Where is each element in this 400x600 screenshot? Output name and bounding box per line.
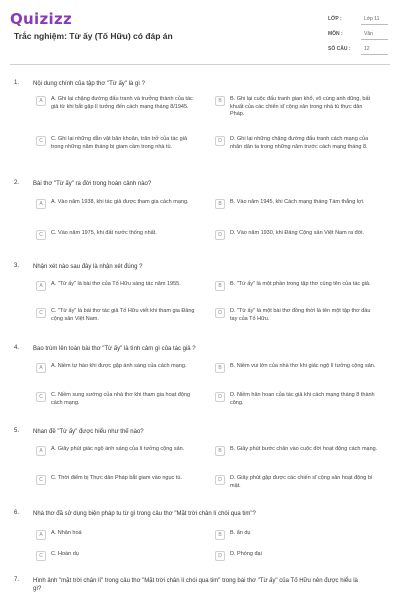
option-letter-box[interactable]: B [215, 530, 225, 540]
option-letter-box[interactable]: A [36, 199, 46, 209]
question-text: Nhà thơ đã sử dụng biện pháp tu từ gì trong câu thơ "Mặt trời chân lí chói qua tim"? [33, 511, 256, 517]
question-text: Nội dung chính của tập thơ "Từ ấy" là gì ? [33, 81, 145, 87]
option-text: C. Vào năm 1975, khi đất nước thống nhất. [51, 230, 157, 236]
meta-divider [361, 24, 388, 25]
meta-label: MÔN : [328, 31, 343, 37]
option-letter-box[interactable]: A [36, 281, 46, 291]
option-text: B. Vào năm 1945, khi Cách mạng tháng Tám thắng lợi. [230, 199, 365, 205]
option-letter-box[interactable]: D [215, 392, 225, 402]
option-text: B. Giây phút bước chân vào cuộc đời hoạt động cách mạng. [230, 446, 378, 452]
option-letter-box[interactable]: C [36, 136, 46, 146]
question-text: Bài thơ "Từ ấy" ra đời trong hoàn cảnh nào? [33, 181, 152, 187]
option-text: C. Ghi lại những dằn vặt băn khoăn, trăn trở của tác giả trong những năm tháng bị giam cầm trong nhà tù. [51, 136, 188, 150]
option-letter-box[interactable]: D [215, 136, 225, 146]
option-text: D. Niềm hân hoan của tác giả khi cách mạng tháng 8 thành công. [230, 392, 375, 406]
meta-value: Lớp 11 [364, 16, 380, 22]
question-number: 7. [14, 577, 20, 583]
question-number: 3. [14, 263, 20, 269]
option-letter-box[interactable]: A [36, 446, 46, 456]
option-letter-box[interactable]: D [215, 230, 225, 240]
option-letter-box[interactable]: C [36, 230, 46, 240]
option-letter-box[interactable]: D [215, 475, 225, 485]
option-text: B. ẩn dụ [230, 530, 251, 536]
option-text: D. Phóng đại [230, 551, 262, 557]
option-text: C. Thời điểm bị Thực dân Pháp bắt giam vào ngục tù. [51, 475, 182, 481]
option-text: A. Vào năm 1938, khi tác giả được tham gia cách mạng. [51, 199, 189, 205]
option-letter-box[interactable]: C [36, 308, 46, 318]
question-number: 4. [14, 345, 20, 351]
question-text: Nhan đề "Từ ấy" được hiểu như thế nào? [33, 429, 144, 435]
question-number: 1. [14, 80, 20, 86]
header-divider [10, 64, 390, 65]
meta-value: 12 [364, 46, 370, 52]
option-letter-box[interactable]: B [215, 446, 225, 456]
meta-row-count [328, 42, 388, 57]
meta-row-class [328, 12, 388, 27]
option-letter-box[interactable]: B [215, 363, 225, 373]
option-letter-box[interactable]: D [215, 308, 225, 318]
option-letter-box[interactable]: C [36, 551, 46, 561]
option-letter-box[interactable]: D [215, 551, 225, 561]
option-letter-box[interactable]: C [36, 392, 46, 402]
option-text: C. Hoán dụ [51, 551, 79, 557]
question-number: 2. [14, 180, 20, 186]
page-title: Trắc nghiệm: Từ ấy (Tố Hữu) có đáp án [14, 31, 173, 41]
option-text: A. Giây phút giác ngộ ánh sáng của lí tưởng cộng sản. [51, 446, 185, 452]
option-letter-box[interactable]: A [36, 530, 46, 540]
option-text: D. Vào năm 1930, khi Đảng Cộng sản Việt Nam ra đời. [230, 230, 365, 236]
meta-divider [361, 39, 388, 40]
meta-row-subject [328, 27, 388, 42]
meta-label: SỐ CÂU : [328, 46, 351, 52]
meta-value: Văn [364, 31, 373, 37]
option-letter-box[interactable]: B [215, 281, 225, 291]
option-text: B. "Từ ấy" là một phần trong tập thơ cùng tên của tác giả. [230, 281, 371, 287]
option-letter-box[interactable]: B [215, 96, 225, 106]
option-text: B. Niềm vui lớn của nhà thơ khi giác ngộ lí tưởng cộng sản. [230, 363, 376, 369]
question-text: Bao trùm lên toàn bài thơ "Từ ấy" là tình cảm gì của tác giả ? [33, 346, 196, 352]
question-text: Hình ảnh "mặt trời chân lí" trong câu thơ "Mặt trời chân lí chói qua tim" trong bài thơ "Từ ấy" của Tố Hữu nên được hiểu là gì? [33, 578, 358, 592]
option-letter-box[interactable]: C [36, 475, 46, 485]
question-number: 5. [14, 428, 20, 434]
question-text: Nhận xét nào sau đây là nhận xét đúng ? [33, 264, 143, 270]
meta-label: LỚP : [328, 16, 342, 22]
quizizz-logo[interactable]: Quizizz [10, 10, 73, 28]
option-text: A. "Từ ấy" là bài thơ của Tố Hữu sáng tác năm 1955. [51, 281, 181, 287]
option-letter-box[interactable]: A [36, 363, 46, 373]
option-text: D. "Từ ấy" là một bài thơ đồng thời là tên một tập thơ đầu tay của Tố Hữu. [230, 308, 371, 322]
option-text: A. Nhân hoá [51, 530, 82, 536]
option-letter-box[interactable]: B [215, 199, 225, 209]
option-letter-box[interactable]: A [36, 96, 46, 106]
meta-info [328, 12, 388, 57]
option-text: D. Ghi lại những chặng đường đấu tranh cách mạng của nhân dân ta trong những năm trước cách mạng tháng 8. [230, 136, 369, 150]
header [0, 0, 400, 62]
meta-divider [361, 54, 388, 55]
option-text: C. "Từ ấy" là bài thơ tác giả Tố Hữu viết khi tham gia Đảng cộng sản Việt Nam. [51, 308, 195, 322]
option-text: D. Giây phút gặp được các chiến sĩ cộng sản hoạt động bí mật. [230, 475, 373, 489]
question-number: 6. [14, 510, 20, 516]
option-text: B. Ghi lại cuộc đấu tranh gian khổ, vô cùng anh dũng, bất khuất của các chiến sĩ cộng sản trong nhà tù thực dân Pháp. [230, 96, 371, 117]
option-text: C. Niềm sung sướng của nhà thơ khi tham gia hoạt động cách mạng. [51, 392, 191, 406]
option-text: A. Niềm tự hào khi được gặp ánh sáng của cách mạng. [51, 363, 187, 369]
option-text: A. Ghi lại chặng đường đấu tranh và trưởng thành của tác giả từ khi bắt gặp lí tưởng đến cách mạng tháng 8/1945. [51, 96, 193, 110]
